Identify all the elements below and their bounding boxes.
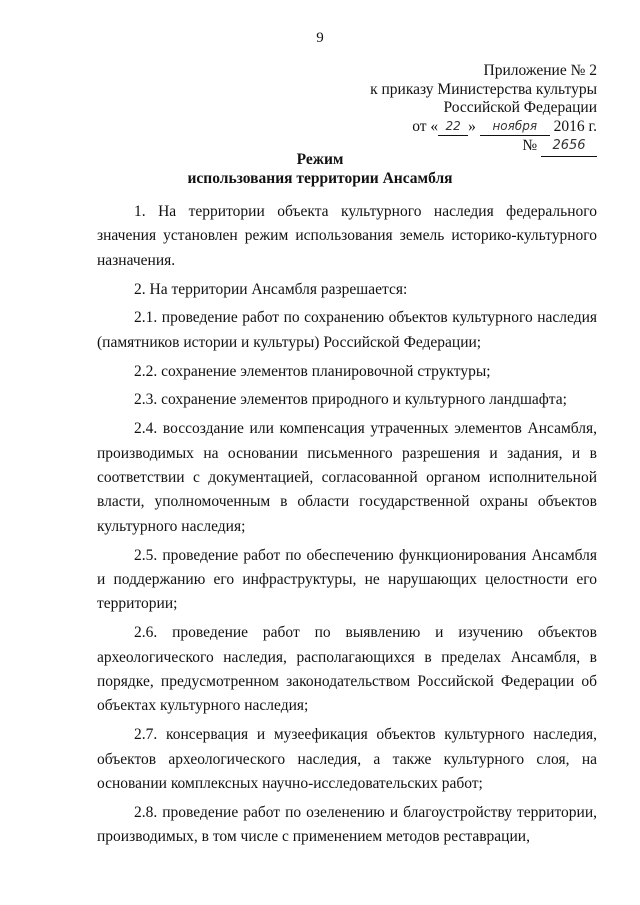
number-prefix: № xyxy=(522,137,538,154)
date-prefix: от « xyxy=(412,117,439,135)
paragraph-2-5: 2.5. проведение работ по обеспечению функционирования Ансамбля и поддержанию его инфраструктуры, не нарушающих целостности его территории; xyxy=(97,546,597,613)
document-body xyxy=(97,200,597,854)
document-title xyxy=(0,150,640,188)
title-line-1: Режим xyxy=(296,151,344,168)
handwritten-month: ноября xyxy=(480,117,550,137)
paragraph-1: 1. На территории объекта культурного наследия федерального значения установлен режим использования земель историко-культурного назначения. xyxy=(97,203,597,269)
date-mid: » xyxy=(468,117,476,135)
handwritten-day: 22 xyxy=(438,117,468,137)
paragraph-2-2: 2.2. сохранение элементов планировочной структуры; xyxy=(134,362,491,380)
handwritten-number: 2656 xyxy=(541,137,597,157)
paragraph-2-8: 2.8. проведение работ по озеленению и благоустройству территории, производимых, в том числе с применением методов реставрации, xyxy=(97,803,597,846)
paragraph-2-4: 2.4. воссоздание или компенсация утраченных элементов Ансамбля, производимых на основании письменного разрешения и задания, и в соответствии с документацией, согласованной органом исполнительной власти, уполномоченным в области государственной охраны объектов культурного наследия; xyxy=(97,420,597,535)
paragraph-2-6: 2.6. проведение работ по выявлению и изучению объектов археологического наследия, располагающихся в пределах Ансамбля, в порядке, предусмотренном законодательством Российской Федерации об объектах культурного наследия; xyxy=(97,624,597,715)
appendix-date-line xyxy=(370,118,597,138)
paragraph-2-1: 2.1. проведение работ по сохранению объектов культурного наследия (памятников истории и культуры) Российской Федерации; xyxy=(97,309,597,351)
page-number: 9 xyxy=(316,30,324,46)
appendix-header xyxy=(370,62,597,158)
appendix-order-ref: к приказу Министерства культуры xyxy=(370,80,597,98)
appendix-federation: Российской Федерации xyxy=(443,99,597,116)
paragraph-2-7: 2.7. консервация и музеефикация объектов культурного наследия, объектов археологического наследия, а также культурного слоя, на основании комплексных научно-исследовательских работ; xyxy=(97,726,597,793)
date-year: 2016 г. xyxy=(553,117,597,135)
title-line-2: использования территории Ансамбля xyxy=(187,170,453,187)
paragraph-2-3: 2.3. сохранение элементов природного и культурного ландшафта; xyxy=(134,391,567,409)
paragraph-2: 2. На территории Ансамбля разрешается: xyxy=(134,280,408,298)
appendix-title: Приложение № 2 xyxy=(483,62,597,79)
